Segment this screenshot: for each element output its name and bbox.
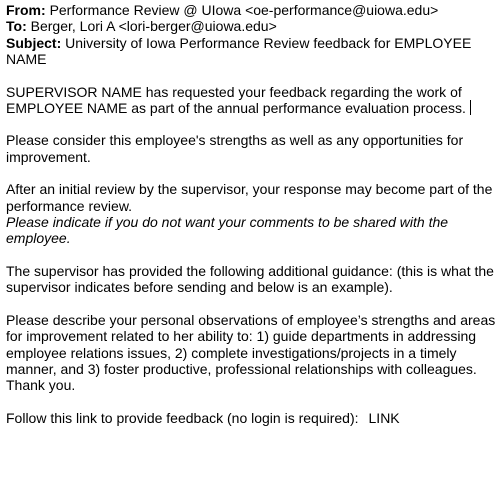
email-body[interactable] — [6, 84, 496, 427]
request-text: SUPERVISOR NAME has requested your feedback regarding the work of EMPLOYEE NAME as part of the annual performance evaluation process. — [6, 83, 466, 117]
subject-label: Subject: — [6, 34, 62, 51]
sharing-notice: Please indicate if you do not want your comments to be shared with the employee. — [6, 214, 449, 247]
from-value: Performance Review @ UIowa <oe-performance@uiowa.edu> — [49, 2, 439, 18]
review-text: After an initial review by the supervisor, your response may become part of the performance review. — [6, 181, 493, 214]
link-prompt: Follow this link to provide feedback (no login is required): — [6, 409, 359, 426]
guidance-paragraph: The supervisor has provided the following additional guidance: (this is what the supervisor indicates before sending and below is an example). — [6, 262, 494, 296]
to-label: To: — [6, 18, 27, 35]
subject-value: University of Iowa Performance Review feedback for EMPLOYEE NAME — [6, 34, 472, 68]
email-header — [6, 2, 496, 68]
review-paragraph — [6, 181, 496, 247]
consider-paragraph: Please consider this employee's strengths as well as any opportunities for improvement. — [6, 132, 464, 165]
text-cursor — [470, 100, 471, 115]
link-paragraph — [6, 410, 496, 426]
to-line — [6, 18, 496, 34]
feedback-link[interactable]: LINK — [368, 409, 400, 426]
subject-line — [6, 35, 496, 68]
instructions-paragraph: Please describe your personal observations of employee’s strengths and areas for improvement related to her ability to: 1) guide departments in addressing employee relations issues, 2) complete investigations/projects in a timely manner, and 3) foster productive, professional relationships with colleagues. Thank you. — [6, 311, 496, 394]
to-value: Berger, Lori A <lori-berger@uiowa.edu> — [30, 18, 277, 35]
from-line — [6, 2, 496, 18]
from-label: From: — [6, 2, 46, 18]
request-paragraph — [6, 84, 496, 117]
